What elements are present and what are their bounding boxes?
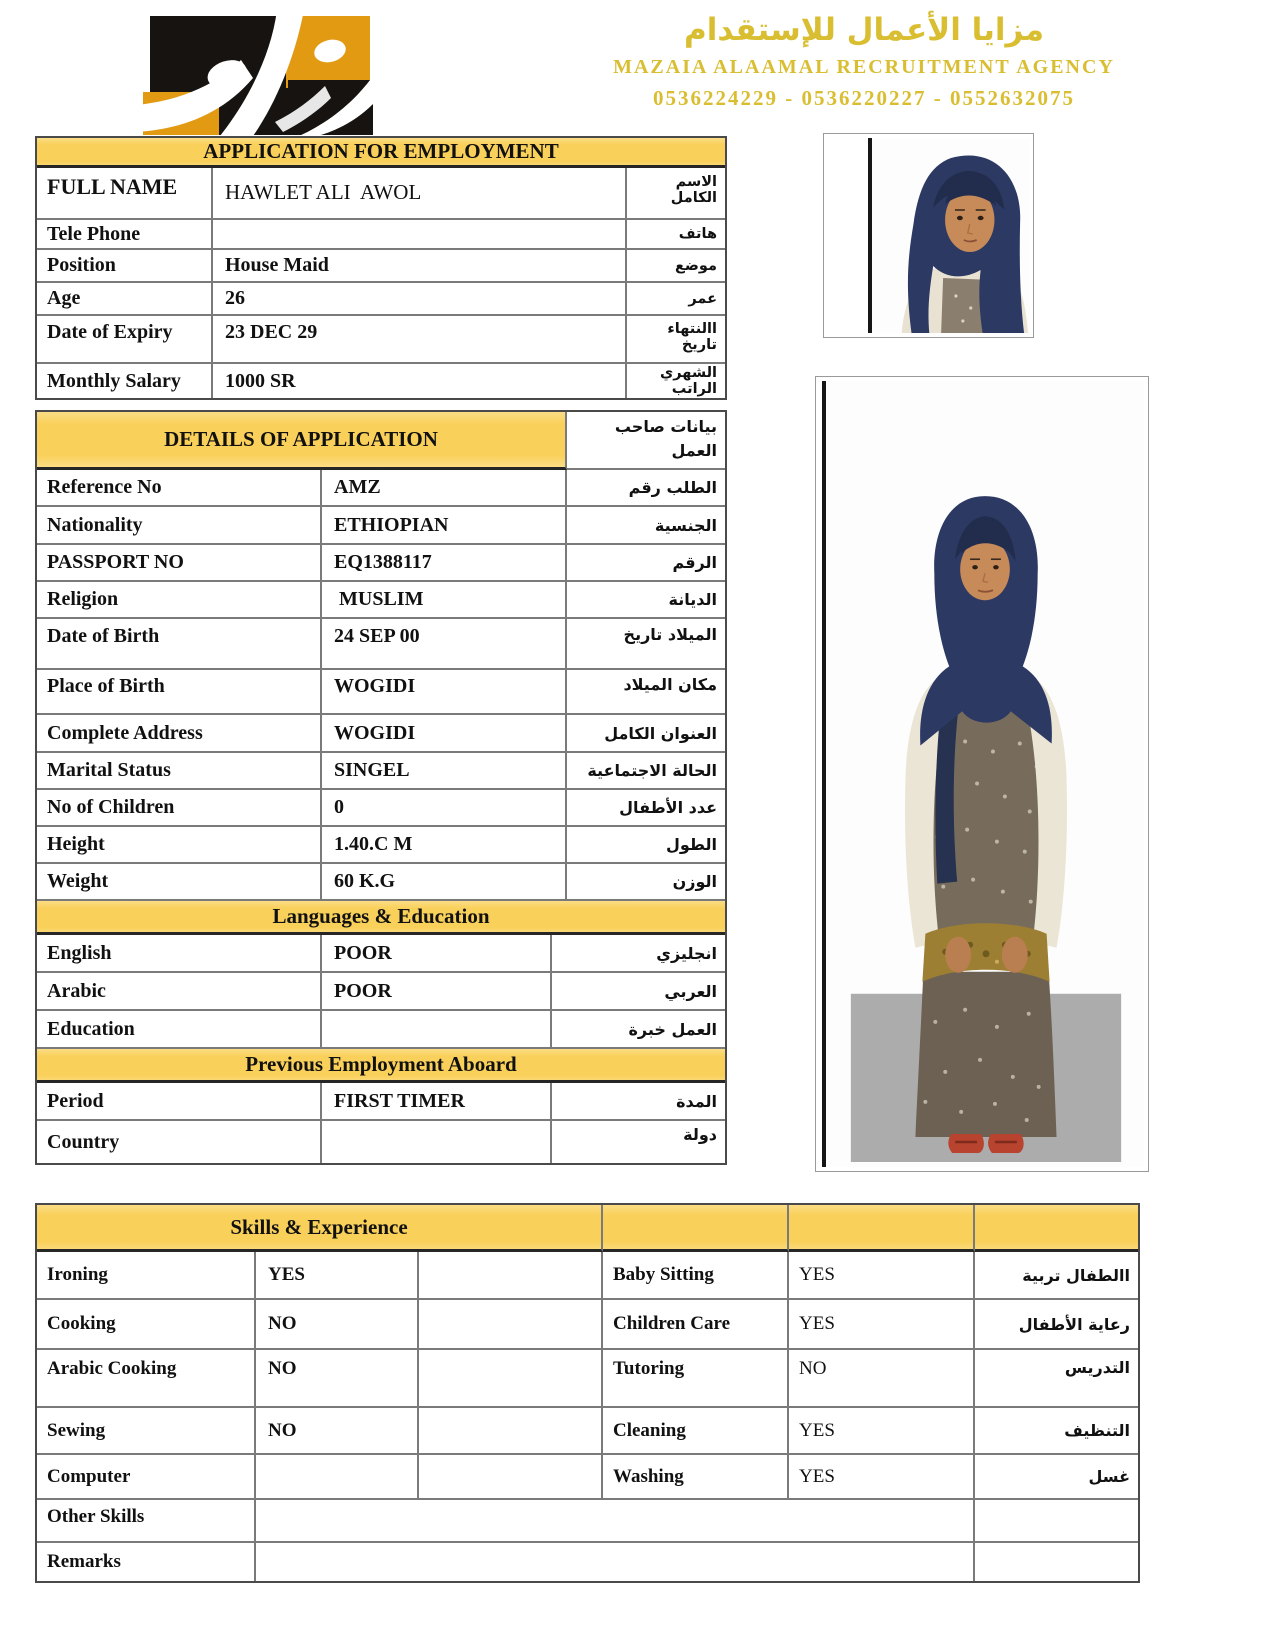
field-label: Weight bbox=[37, 864, 322, 901]
empty-cell bbox=[419, 1455, 603, 1500]
field-arabic-label: العمل خبرة bbox=[552, 1011, 725, 1049]
field-arabic-label: الحالة الاجتماعية bbox=[567, 753, 725, 790]
remarks-value-cell bbox=[256, 1543, 975, 1581]
empty-cell bbox=[419, 1350, 603, 1408]
full-body-photo-frame bbox=[815, 376, 1149, 1172]
agency-logo bbox=[125, 4, 375, 136]
agency-phone-numbers: 0536224229 - 0536220227 - 0552632075 bbox=[653, 86, 1075, 110]
field-label: Height bbox=[37, 827, 322, 864]
field-value: NO bbox=[256, 1408, 419, 1455]
field-label: Monthly Salary bbox=[37, 364, 213, 398]
field-value bbox=[322, 1011, 552, 1049]
field-label: Children Care bbox=[603, 1300, 789, 1350]
agency-name-arabic: مزايا الأعمال للإستقدام bbox=[683, 12, 1045, 48]
table-row bbox=[37, 1455, 1138, 1500]
field-value: YES bbox=[256, 1252, 419, 1300]
field-value: NO bbox=[789, 1350, 975, 1408]
table-row bbox=[37, 220, 725, 250]
skills-table-header bbox=[37, 1205, 1138, 1252]
section-title: APPLICATION FOR EMPLOYMENT bbox=[37, 138, 725, 168]
field-label: No of Children bbox=[37, 790, 322, 827]
passport-photo bbox=[868, 138, 1030, 333]
section-title: Skills & Experience bbox=[37, 1205, 603, 1252]
table-row bbox=[37, 1121, 725, 1163]
table-row bbox=[37, 790, 725, 827]
field-value: WOGIDI bbox=[322, 670, 567, 715]
field-arabic-label: دولة bbox=[683, 1125, 717, 1144]
field-value: House Maid bbox=[213, 250, 627, 283]
field-value: 1.40.C M bbox=[322, 827, 567, 864]
table-row bbox=[37, 1083, 725, 1121]
field-label: PASSPORT NO bbox=[37, 545, 322, 582]
field-label: Period bbox=[37, 1083, 322, 1121]
field-arabic-label: العربي bbox=[552, 973, 725, 1011]
field-arabic-label: العنوان الكامل bbox=[567, 715, 725, 753]
field-label: Date of Expiry bbox=[37, 316, 213, 364]
field-arabic-label: الجنسية bbox=[567, 507, 725, 545]
field-label: Sewing bbox=[37, 1408, 256, 1455]
field-value: AMZ bbox=[322, 470, 567, 507]
empty-cell bbox=[975, 1543, 1138, 1581]
field-value: YES bbox=[789, 1455, 975, 1500]
field-value: POOR bbox=[322, 935, 552, 973]
field-value: HAWLET ALI AWOL bbox=[213, 168, 627, 220]
table-row bbox=[37, 168, 725, 220]
remarks-row bbox=[37, 1543, 1138, 1581]
field-label: Religion bbox=[37, 582, 322, 619]
empty-cell bbox=[975, 1500, 1138, 1543]
field-arabic-label: الطلب رقم bbox=[567, 470, 725, 507]
field-arabic-label: التدريس bbox=[975, 1350, 1138, 1408]
field-label: Other Skills bbox=[37, 1500, 256, 1543]
field-arabic-label: عمر bbox=[627, 283, 725, 316]
field-label: Cooking bbox=[37, 1300, 256, 1350]
table-row bbox=[37, 250, 725, 283]
table-row bbox=[37, 670, 725, 715]
field-value bbox=[322, 1121, 552, 1163]
field-arabic-label: الديانة bbox=[567, 582, 725, 619]
section-title: Languages & Education bbox=[37, 901, 725, 935]
field-label: Arabic Cooking bbox=[37, 1350, 256, 1408]
header-spacer-cell bbox=[789, 1205, 975, 1252]
field-value: WOGIDI bbox=[322, 715, 567, 753]
field-arabic-label: الميلاد تاريخ bbox=[567, 619, 725, 670]
field-value: 0 bbox=[322, 790, 567, 827]
table-row bbox=[37, 619, 725, 670]
field-value: YES bbox=[789, 1300, 975, 1350]
table-row bbox=[37, 364, 725, 398]
field-value: 1000 SR bbox=[213, 364, 627, 398]
agency-logo-icon bbox=[125, 4, 375, 136]
passport-photo-frame bbox=[823, 133, 1034, 338]
field-arabic-label: الرقم bbox=[567, 545, 725, 582]
table-row bbox=[37, 1252, 1138, 1300]
field-value: NO bbox=[256, 1300, 419, 1350]
table-row bbox=[37, 316, 725, 364]
field-arabic-label: التنظيف bbox=[975, 1408, 1138, 1455]
full-body-photo bbox=[822, 381, 1144, 1167]
field-arabic-label: هاتف bbox=[627, 220, 725, 250]
field-arabic-label: انجليزي bbox=[552, 935, 725, 973]
previous-employment-header bbox=[37, 1049, 725, 1083]
field-arabic-label: الاسم الكامل bbox=[627, 168, 725, 220]
table-row bbox=[37, 1408, 1138, 1455]
table-row bbox=[37, 283, 725, 316]
field-arabic-label: رعاية الأطفال bbox=[975, 1300, 1138, 1350]
details-table-header bbox=[37, 412, 725, 470]
field-label: Washing bbox=[603, 1455, 789, 1500]
agency-name-english: MAZAIA ALAAMAL RECRUITMENT AGENCY bbox=[613, 56, 1115, 78]
field-label: Age bbox=[37, 283, 213, 316]
table-row bbox=[37, 753, 725, 790]
field-value: ETHIOPIAN bbox=[322, 507, 567, 545]
field-label: Arabic bbox=[37, 973, 322, 1011]
field-label: English bbox=[37, 935, 322, 973]
field-label: FULL NAME bbox=[37, 168, 213, 220]
field-value: YES bbox=[789, 1408, 975, 1455]
field-value: 23 DEC 29 bbox=[213, 316, 627, 364]
field-value: EQ1388117 bbox=[322, 545, 567, 582]
application-table bbox=[35, 136, 727, 400]
details-table bbox=[35, 410, 727, 1165]
field-label: Remarks bbox=[37, 1543, 256, 1581]
field-label: Ironing bbox=[37, 1252, 256, 1300]
field-label: Date of Birth bbox=[37, 619, 322, 670]
field-label: Cleaning bbox=[603, 1408, 789, 1455]
section-title: DETAILS OF APPLICATION bbox=[37, 412, 567, 470]
table-row bbox=[37, 1350, 1138, 1408]
table-row bbox=[37, 470, 725, 507]
field-label: Nationality bbox=[37, 507, 322, 545]
field-arabic-label: مكان الميلاد bbox=[567, 670, 725, 715]
field-value bbox=[213, 220, 627, 250]
other-skills-row bbox=[37, 1500, 1138, 1543]
table-row bbox=[37, 935, 725, 973]
languages-section-header bbox=[37, 901, 725, 935]
field-arabic-label: غسل bbox=[975, 1455, 1138, 1500]
field-arabic-label: عدد الأطفال bbox=[567, 790, 725, 827]
field-arabic-label: الوزن bbox=[567, 864, 725, 901]
skills-table bbox=[35, 1203, 1140, 1583]
empty-cell bbox=[419, 1408, 603, 1455]
field-label: Place of Birth bbox=[37, 670, 322, 715]
field-label: Baby Sitting bbox=[603, 1252, 789, 1300]
application-table-header bbox=[37, 138, 725, 168]
field-label: Education bbox=[37, 1011, 322, 1049]
header-spacer-cell bbox=[603, 1205, 789, 1252]
table-row bbox=[37, 973, 725, 1011]
table-row bbox=[37, 1300, 1138, 1350]
section-title: Previous Employment Aboard bbox=[37, 1049, 725, 1083]
field-label: Complete Address bbox=[37, 715, 322, 753]
table-row bbox=[37, 827, 725, 864]
empty-cell bbox=[419, 1300, 603, 1350]
field-arabic-label: االنتهاء تاريخ bbox=[627, 316, 725, 364]
field-label: Marital Status bbox=[37, 753, 322, 790]
header-spacer-cell bbox=[975, 1205, 1138, 1252]
field-arabic-label: الطول bbox=[567, 827, 725, 864]
table-row bbox=[37, 1011, 725, 1049]
field-value: SINGEL bbox=[322, 753, 567, 790]
field-label: Position bbox=[37, 250, 213, 283]
field-arabic-label: موضع bbox=[627, 250, 725, 283]
empty-cell bbox=[419, 1252, 603, 1300]
field-value: POOR bbox=[322, 973, 552, 1011]
field-label: Tele Phone bbox=[37, 220, 213, 250]
field-value: 24 SEP 00 bbox=[322, 619, 567, 670]
field-arabic-label: الشهري الراتب bbox=[659, 365, 717, 397]
field-value: 60 K.G bbox=[322, 864, 567, 901]
field-arabic-label: االطفال تربية bbox=[975, 1252, 1138, 1300]
field-arabic-label: المدة bbox=[552, 1083, 725, 1121]
field-value: YES bbox=[789, 1252, 975, 1300]
field-value bbox=[256, 1455, 419, 1500]
field-value: FIRST TIMER bbox=[322, 1083, 552, 1121]
field-label: Computer bbox=[37, 1455, 256, 1500]
field-value: 26 bbox=[213, 283, 627, 316]
table-row bbox=[37, 507, 725, 545]
other-skills-value-cell bbox=[256, 1500, 975, 1543]
field-label: Reference No bbox=[37, 470, 322, 507]
section-title-arabic: بيانات صاحب العمل bbox=[567, 412, 725, 470]
field-label: Country bbox=[37, 1121, 322, 1163]
table-row bbox=[37, 582, 725, 619]
field-label: Tutoring bbox=[603, 1350, 789, 1408]
agency-header bbox=[540, 12, 1188, 112]
table-row bbox=[37, 715, 725, 753]
field-value: NO bbox=[256, 1350, 419, 1408]
table-row bbox=[37, 545, 725, 582]
table-row bbox=[37, 864, 725, 901]
field-value: MUSLIM bbox=[322, 582, 567, 619]
